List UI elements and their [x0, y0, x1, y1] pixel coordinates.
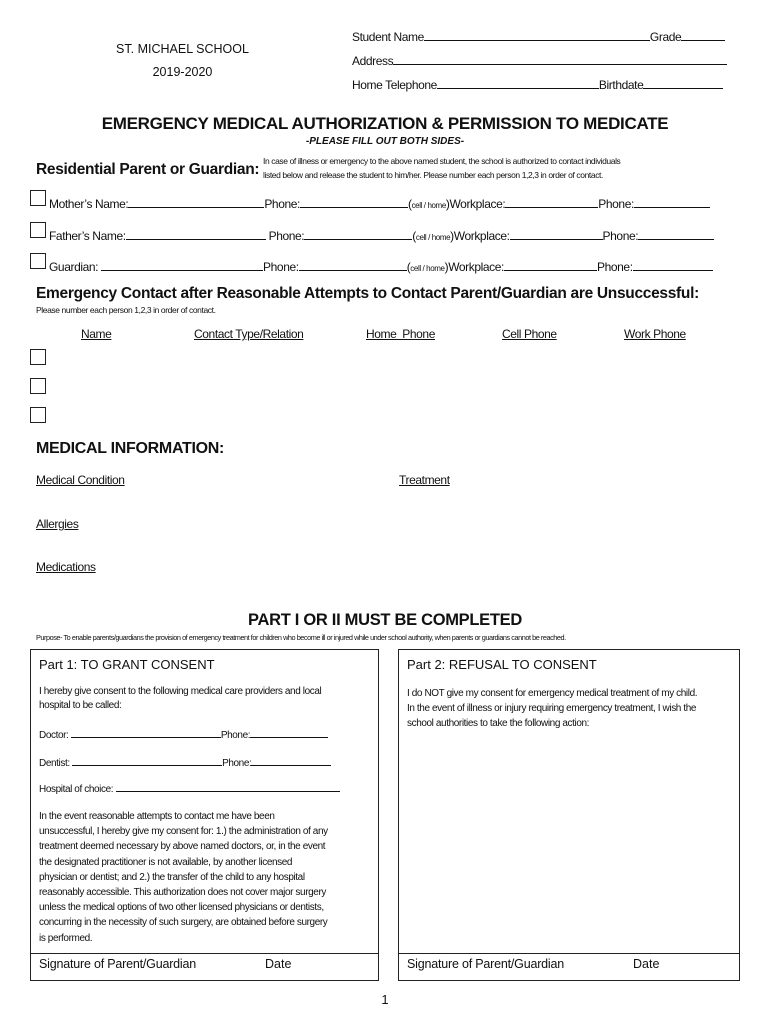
emergency-contact-checkbox-2[interactable] [30, 378, 46, 394]
guardian-workplace-label: )Workplace: [444, 260, 504, 274]
part1-signature-label[interactable]: Signature of Parent/Guardian [39, 957, 197, 971]
father-phone2-label: Phone: [602, 229, 639, 243]
form-subtitle: -PLEASE FILL OUT BOTH SIDES- [305, 136, 465, 147]
doctor-field[interactable] [39, 728, 328, 741]
guardian-note-line2: listed below and release the student to him/her. Please number each person 1,2,3 in order of contact. [263, 170, 603, 180]
grade-label: Grade [649, 30, 682, 44]
father-workplace-label: )Workplace: [450, 229, 510, 243]
mother-checkbox[interactable] [30, 190, 46, 206]
mother-phone2-label: Phone: [598, 197, 634, 211]
part1-body-line: is performed. [39, 932, 93, 944]
form-title: EMERGENCY MEDICAL AUTHORIZATION & PERMISSION TO MEDICATE [101, 114, 669, 133]
part1-date-label[interactable]: Date [265, 957, 292, 971]
telephone-field[interactable] [352, 77, 723, 92]
part2-date-label[interactable]: Date [633, 957, 660, 971]
doctor-label: Doctor: [39, 730, 71, 741]
part2-body [407, 686, 697, 731]
emergency-contact-checkbox-1[interactable] [30, 349, 46, 365]
part1-body [39, 809, 328, 946]
student-name-label: Student Name [352, 30, 424, 44]
parts-heading: PART I OR II MUST BE COMPLETED [248, 611, 522, 629]
part1-body-line: unsuccessful, I hereby give my consent for: 1.) the administration of any [39, 826, 328, 838]
address-field[interactable] [352, 53, 727, 68]
part2-signature-divider [398, 953, 740, 954]
part2-body-line: school authorities to take the following action: [407, 718, 590, 729]
guardian-checkbox[interactable] [30, 253, 46, 269]
address-label: Address [352, 54, 394, 68]
col-contact-type: Contact Type/Relation [194, 327, 304, 341]
part2-title: Part 2: REFUSAL TO CONSENT [407, 657, 597, 672]
part2-signature-label[interactable]: Signature of Parent/Guardian [407, 957, 565, 971]
part1-intro-line1: I hereby give consent to the following medical care providers and local [39, 686, 322, 697]
guardian-phone-label: Phone: [263, 260, 299, 274]
emergency-heading: Emergency Contact after Reasonable Attempts to Contact Parent/Guardian are Unsuccessful: [36, 285, 699, 302]
doctor-phone-label: Phone: [220, 730, 251, 741]
part1-body-line: physician or dentist; and 2.) the transfer of the child to any hospital [39, 871, 305, 883]
col-work-phone: Work Phone [624, 327, 686, 341]
part2-body-line: In the event of illness or injury requiring emergency treatment, I wish the [407, 703, 697, 714]
father-phone-label: Phone: [268, 229, 305, 243]
emergency-contact-checkbox-3[interactable] [30, 407, 46, 423]
guardian-cellhome: cell / home [410, 264, 445, 273]
school-name: ST. MICHAEL SCHOOL [116, 42, 249, 56]
part1-intro-line2: hospital to be called: [39, 700, 122, 711]
medical-heading: MEDICAL INFORMATION: [36, 440, 225, 457]
guardian-heading: Residential Parent or Guardian: [36, 161, 260, 178]
mother-phone-label: Phone: [264, 197, 300, 211]
medications-label: Medications [36, 560, 96, 574]
part1-body-line: treatment deemed necessary by above named doctors, or, in the event [39, 841, 326, 853]
hospital-label: Hospital of choice: [39, 784, 116, 795]
birthdate-label: Birthdate [598, 78, 644, 92]
guardian-note-line1: In case of illness or emergency to the above named student, the school is authorized to contact individuals [263, 156, 621, 166]
mother-cellhome: cell / home [411, 201, 446, 210]
guardian-row[interactable]: Guardian: Phone: (cell / home)Workplace: Phone: [49, 259, 713, 274]
dentist-label: Dentist: [39, 758, 73, 769]
guardian-phone2-label: Phone: [597, 260, 633, 274]
father-cellhome: cell / home [415, 233, 451, 242]
father-row[interactable]: Father’s Name: Phone: (cell / home)Workplace: Phone: [49, 228, 714, 243]
medical-condition-label: Medical Condition [36, 473, 125, 487]
part1-body-line: unless the medical options of two other licensed physicians or dentists, [39, 902, 324, 914]
part1-signature-divider [30, 953, 379, 954]
dentist-phone-label: Phone: [222, 758, 252, 769]
mother-label: Mother’s Name: [49, 197, 129, 211]
part1-body-line: the designated practitioner is not available, by another licensed [39, 856, 293, 868]
student-name-field[interactable] [352, 29, 725, 44]
allergies-label: Allergies [36, 517, 79, 531]
part1-title: Part 1: TO GRANT CONSENT [39, 657, 215, 672]
telephone-label: Home Telephone [352, 78, 437, 92]
school-year: 2019-2020 [152, 65, 213, 79]
guardian-label: Guardian: [49, 260, 99, 274]
part1-body-line: concurring in the necessity of such surgery, are obtained before surgery [39, 917, 328, 929]
mother-workplace-label: )Workplace: [445, 197, 506, 211]
page-number: 1 [381, 992, 389, 1007]
part1-body-line: reasonably accessible. This authorization does not cover major surgery [39, 887, 326, 899]
part2-body-line: I do NOT give my consent for emergency medical treatment of my child. [407, 688, 698, 699]
emergency-note: Please number each person 1,2,3 in order of contact. [36, 305, 216, 315]
part1-body-line: In the event reasonable attempts to contact me have been [39, 811, 275, 822]
father-label: Father’s Name: [49, 229, 126, 243]
col-cell-phone: Cell Phone [502, 327, 557, 341]
col-name: Name [81, 327, 112, 341]
hospital-field[interactable] [39, 782, 340, 795]
dentist-field[interactable] [39, 756, 331, 769]
father-checkbox[interactable] [30, 222, 46, 238]
purpose-text: Purpose- To enable parents/guardians the provision of emergency treatment for children who become ill or injured while under school authority, when parents or guardians cannot be reached. [36, 633, 566, 642]
treatment-label: Treatment [399, 473, 450, 487]
mother-row[interactable]: Mother’s Name: Phone: (cell / home)Workplace: Phone: [49, 196, 710, 211]
col-home-phone: Home Phone [366, 327, 435, 341]
